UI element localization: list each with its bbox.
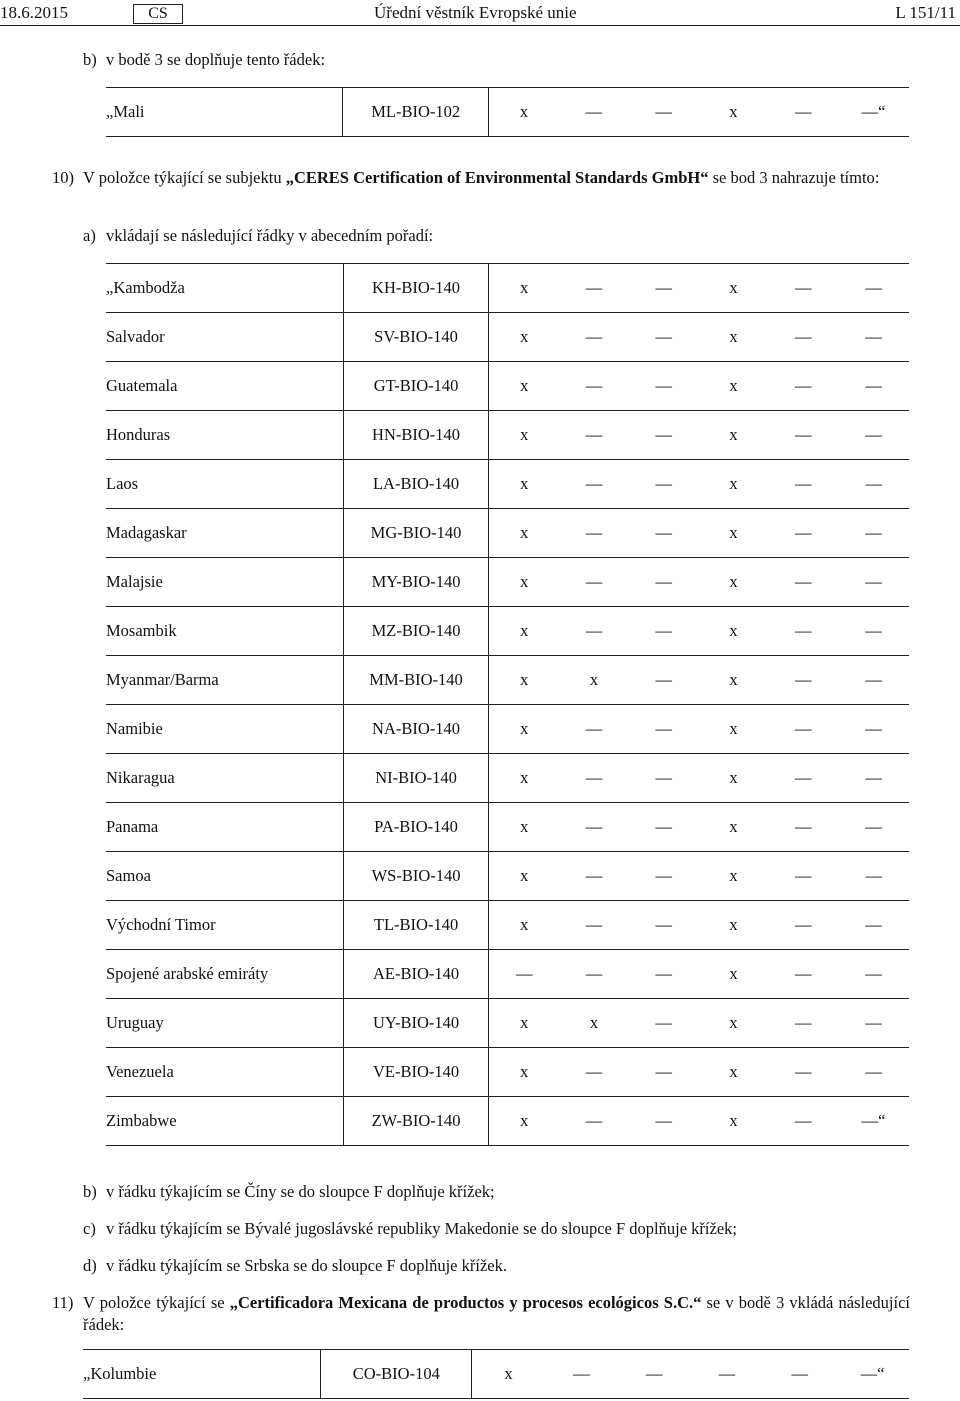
category-mark-cell: — — [655, 1111, 673, 1130]
code-number-cell: VE-BIO-140 — [343, 1048, 489, 1097]
category-mark-cell: x — [729, 523, 738, 542]
code-number-cell: SV-BIO-140 — [343, 313, 489, 362]
table-row — [106, 950, 909, 999]
category-mark-cell: — — [865, 915, 882, 934]
country-cell: Zimbabwe — [106, 1111, 177, 1130]
category-mark-cell: x — [520, 1111, 529, 1130]
category-mark-cell: x — [520, 621, 529, 640]
category-mark-cell: — — [865, 866, 882, 885]
category-mark-cell: — — [585, 102, 603, 121]
category-mark-cell: x — [729, 376, 738, 395]
category-mark-cell: x — [729, 1111, 738, 1130]
category-mark-cell: — — [655, 1013, 673, 1032]
category-mark-cell: — — [795, 719, 812, 738]
code-number-cell: TL-BIO-140 — [343, 901, 489, 950]
table-row — [106, 607, 909, 656]
category-mark-cell: — — [516, 964, 533, 983]
table-row — [106, 460, 909, 509]
code-number-cell: ML-BIO-102 — [343, 88, 489, 137]
category-mark-cell: x — [520, 817, 529, 836]
code-number-cell: UY-BIO-140 — [343, 999, 489, 1048]
category-mark-cell: x — [729, 768, 738, 787]
category-mark-cell: x — [520, 866, 529, 885]
country-cell: „Mali — [106, 102, 145, 121]
category-mark-cell: — — [655, 572, 673, 591]
category-mark-cell: x — [729, 1013, 738, 1032]
category-mark-cell: —“ — [860, 1364, 885, 1383]
country-cell: „Kolumbie — [83, 1364, 157, 1383]
category-mark-cell: — — [795, 670, 812, 689]
code-number-cell: HN-BIO-140 — [343, 411, 489, 460]
code-number-cell: LA-BIO-140 — [343, 460, 489, 509]
category-mark-cell: — — [655, 964, 673, 983]
category-mark-cell: — — [585, 866, 603, 885]
category-mark-cell: x — [589, 1013, 599, 1032]
category-mark-cell: — — [865, 719, 882, 738]
code-number-cell: AE-BIO-140 — [343, 950, 489, 999]
category-mark-cell: — — [585, 964, 603, 983]
country-cell: Samoa — [106, 866, 151, 885]
item-11-number: 11) — [52, 1293, 74, 1312]
code-number-cell: GT-BIO-140 — [343, 362, 489, 411]
category-mark-cell: — — [718, 1364, 736, 1383]
category-mark-cell: — — [655, 376, 673, 395]
item-10a-text: vkládají se následující řádky v abecedním pořadí: — [106, 226, 434, 245]
category-mark-cell: — — [795, 572, 812, 591]
category-mark-cell: x — [729, 621, 738, 640]
country-cell: Východní Timor — [106, 915, 216, 934]
item-10c-label: c) — [83, 1219, 96, 1238]
category-mark-cell: — — [865, 670, 882, 689]
code-number-cell: WS-BIO-140 — [343, 852, 489, 901]
category-mark-cell: x — [589, 670, 599, 689]
category-mark-cell: — — [795, 621, 812, 640]
category-mark-cell: — — [585, 915, 603, 934]
category-mark-cell: — — [865, 1062, 882, 1081]
category-mark-cell: — — [794, 102, 812, 121]
category-mark-cell: x — [729, 278, 738, 297]
category-mark-cell: x — [504, 1364, 513, 1383]
table-row — [106, 411, 909, 460]
category-mark-cell: — — [655, 768, 673, 787]
category-mark-cell: x — [520, 719, 529, 738]
kolumbie-table — [83, 1349, 909, 1399]
code-number-cell: MG-BIO-140 — [343, 509, 489, 558]
country-cell: Guatemala — [106, 376, 178, 395]
category-mark-cell: x — [729, 474, 738, 493]
category-mark-cell: — — [655, 915, 673, 934]
category-mark-cell: x — [729, 964, 738, 983]
item-10b-label: b) — [83, 1182, 97, 1201]
table-row — [106, 852, 909, 901]
category-mark-cell: — — [865, 768, 882, 787]
category-mark-cell: —“ — [861, 1111, 886, 1130]
category-mark-cell: — — [585, 523, 603, 542]
category-mark-cell: x — [729, 817, 738, 836]
journal-title: Úřední věstník Evropské unie — [374, 3, 577, 22]
category-mark-cell: — — [795, 1013, 812, 1032]
category-mark-cell: — — [655, 670, 673, 689]
category-mark-cell: — — [795, 964, 812, 983]
table-row — [106, 1097, 909, 1146]
code-number-cell: MZ-BIO-140 — [343, 607, 489, 656]
country-cell: „Kambodža — [106, 278, 185, 297]
code-number-cell: KH-BIO-140 — [343, 264, 489, 313]
category-mark-cell: — — [645, 1364, 663, 1383]
category-mark-cell: x — [520, 474, 529, 493]
country-cell: Honduras — [106, 425, 171, 444]
category-mark-cell: — — [655, 1062, 673, 1081]
code-number-cell: MY-BIO-140 — [343, 558, 489, 607]
category-mark-cell: — — [655, 621, 673, 640]
category-mark-cell: — — [585, 719, 603, 738]
category-mark-cell: — — [865, 1013, 882, 1032]
category-mark-cell: — — [585, 474, 603, 493]
category-mark-cell: — — [865, 327, 882, 346]
category-mark-cell: — — [865, 278, 882, 297]
category-mark-cell: x — [520, 327, 529, 346]
table-row — [106, 901, 909, 950]
category-mark-cell: — — [791, 1364, 808, 1383]
category-mark-cell: — — [585, 572, 603, 591]
category-mark-cell: — — [865, 621, 882, 640]
header-date: 18.6.2015 — [0, 3, 68, 22]
category-mark-cell: x — [729, 915, 738, 934]
item-10-text: V položce týkající se subjektu „CERES Certification of Environmental Standards GmbH“ se bod 3 nahrazuje tímto: — [83, 168, 880, 187]
table-row — [106, 754, 909, 803]
certificadora-entity-name: „Certificadora Mexicana de productos y procesos ecológicos S.C.“ — [229, 1293, 702, 1312]
language-badge: CS — [133, 4, 183, 24]
category-mark-cell: — — [655, 866, 673, 885]
category-mark-cell: x — [520, 1013, 529, 1032]
category-mark-cell: x — [729, 670, 738, 689]
table-row — [106, 509, 909, 558]
table-row — [106, 264, 909, 313]
code-number-cell: NI-BIO-140 — [343, 754, 489, 803]
category-mark-cell: — — [655, 278, 673, 297]
category-mark-cell: — — [655, 817, 673, 836]
category-mark-cell: x — [520, 278, 529, 297]
category-mark-cell: x — [520, 915, 529, 934]
table-row — [106, 656, 909, 705]
item-10d-label: d) — [83, 1256, 97, 1275]
category-mark-cell: — — [585, 278, 603, 297]
country-cell: Myanmar/Barma — [106, 670, 219, 689]
category-mark-cell: —“ — [861, 102, 886, 121]
mali-table — [106, 87, 909, 137]
category-mark-cell: — — [655, 523, 673, 542]
country-cell: Nikaragua — [106, 768, 175, 787]
category-mark-cell: — — [795, 817, 812, 836]
category-mark-cell: — — [865, 572, 882, 591]
code-number-cell: PA-BIO-140 — [343, 803, 489, 852]
category-mark-cell: x — [729, 719, 738, 738]
category-mark-cell: — — [865, 817, 882, 836]
category-mark-cell: x — [729, 866, 738, 885]
item-10-number: 10) — [52, 168, 74, 187]
category-mark-cell: — — [585, 768, 603, 787]
category-mark-cell: — — [865, 474, 882, 493]
category-mark-cell: — — [655, 474, 673, 493]
category-mark-cell: x — [520, 768, 529, 787]
category-mark-cell: — — [655, 327, 673, 346]
item-10d-text: v řádku týkajícím se Srbska se do sloupce F doplňuje křížek. — [106, 1256, 507, 1275]
country-cell: Malajsie — [106, 572, 163, 591]
category-mark-cell: x — [520, 523, 529, 542]
table-row — [106, 558, 909, 607]
category-mark-cell: — — [585, 327, 603, 346]
category-mark-cell: — — [865, 376, 882, 395]
category-mark-cell: — — [795, 376, 812, 395]
category-mark-cell: x — [520, 572, 529, 591]
country-cell: Madagaskar — [106, 523, 187, 542]
category-mark-cell: — — [585, 621, 603, 640]
country-cell: Venezuela — [106, 1062, 174, 1081]
category-mark-cell: — — [585, 1062, 603, 1081]
item-10c-text: v řádku týkajícím se Bývalé jugoslávské republiky Makedonie se do sloupce F doplňuje křížek; — [106, 1219, 737, 1238]
country-cell: Namibie — [106, 719, 163, 738]
ceres-entity-name: „CERES Certification of Environmental Standards GmbH“ — [285, 168, 709, 187]
category-mark-cell: x — [729, 425, 738, 444]
code-number-cell: NA-BIO-140 — [343, 705, 489, 754]
code-number-cell: CO-BIO-104 — [321, 1350, 472, 1399]
category-mark-cell: — — [795, 768, 812, 787]
category-mark-cell: — — [795, 1062, 812, 1081]
page-number: L 151/11 — [895, 3, 956, 22]
category-mark-cell: — — [795, 523, 812, 542]
table-row — [106, 999, 909, 1048]
category-mark-cell: x — [520, 425, 529, 444]
category-mark-cell: — — [655, 102, 672, 121]
category-mark-cell: — — [795, 1111, 812, 1130]
category-mark-cell: — — [865, 964, 882, 983]
table-row — [106, 313, 909, 362]
country-cell: Mosambik — [106, 621, 177, 640]
table-row — [106, 1048, 909, 1097]
category-mark-cell: — — [795, 278, 812, 297]
category-mark-cell: — — [795, 327, 812, 346]
category-mark-cell: — — [573, 1364, 590, 1383]
category-mark-cell: x — [729, 572, 738, 591]
header-rule — [0, 25, 960, 26]
table-row — [106, 803, 909, 852]
ceres-table — [106, 263, 909, 1146]
section-b-text: v bodě 3 se doplňuje tento řádek: — [106, 50, 326, 69]
category-mark-cell: — — [865, 425, 882, 444]
category-mark-cell: — — [795, 866, 812, 885]
category-mark-cell: — — [655, 719, 673, 738]
table-row — [83, 1350, 909, 1399]
country-cell: Salvador — [106, 327, 165, 346]
category-mark-cell: x — [520, 670, 529, 689]
country-cell: Spojené arabské emiráty — [106, 964, 269, 983]
category-mark-cell: — — [585, 376, 603, 395]
category-mark-cell: — — [585, 817, 603, 836]
section-b-label: b) — [83, 50, 97, 69]
category-mark-cell: — — [795, 425, 812, 444]
table-row — [106, 705, 909, 754]
item-10b-text: v řádku týkajícím se Číny se do sloupce F doplňuje křížek; — [106, 1182, 495, 1201]
table-row — [106, 362, 909, 411]
country-cell: Laos — [106, 474, 139, 493]
country-cell: Uruguay — [106, 1013, 164, 1032]
category-mark-cell: x — [520, 376, 529, 395]
category-mark-cell: x — [729, 102, 738, 121]
country-cell: Panama — [106, 817, 159, 836]
category-mark-cell: x — [729, 327, 738, 346]
item-11-text: V položce týkající se „Certificadora Mexicana de productos y procesos ecológicos S.C.“ se v bodě 3 vkládá následující řádek: — [83, 1293, 910, 1334]
category-mark-cell: — — [655, 425, 673, 444]
category-mark-cell: x — [729, 1062, 738, 1081]
code-number-cell: ZW-BIO-140 — [343, 1097, 489, 1146]
category-mark-cell: — — [585, 1111, 603, 1130]
category-mark-cell: x — [519, 102, 529, 121]
category-mark-cell: — — [795, 915, 812, 934]
category-mark-cell: — — [795, 474, 812, 493]
category-mark-cell: — — [585, 425, 603, 444]
category-mark-cell: x — [520, 1062, 529, 1081]
table-row — [106, 88, 909, 137]
code-number-cell: MM-BIO-140 — [343, 656, 489, 705]
category-mark-cell: — — [865, 523, 882, 542]
item-10a-label: a) — [83, 226, 96, 245]
